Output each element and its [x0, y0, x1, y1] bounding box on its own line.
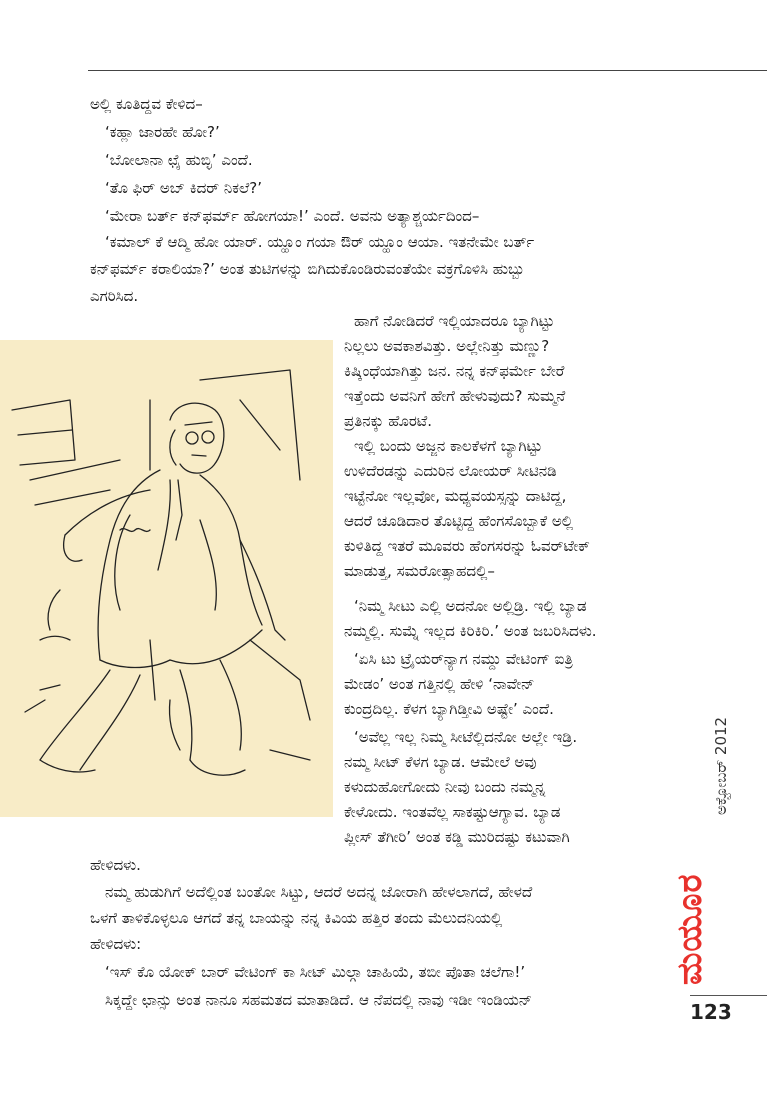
text-line: ಎಗರಿಸಿದ.: [90, 287, 139, 305]
text-line: ಸಿಕ್ಕದ್ದೇ ಛಾನ್ಸು ಅಂತ ನಾನೂ ಸಹಮತದ ಮಾತಾಡಿದೆ. ಆ ನೆಪದಲ್ಲಿ ನಾವು ಇಡೀ ಇಂಡಿಯನ್: [105, 991, 533, 1009]
footer-rule: [690, 995, 767, 996]
issue-date: ಅಕ್ಟೋಬರ್ 2012: [712, 716, 730, 815]
text-line: ಹಾಗೆ ನೋಡಿದರೆ ಇಲ್ಲಿಯಾದರೂ ಬ್ಯಾಗಿಟ್ಟು: [354, 312, 555, 330]
text-line: ‘ಏಸಿ ಟು ಟ್ರೈಯರ್‌ನ್ಯಾಗ ನಮ್ದು ವೇಟಿಂಗ್ ಐತ್ರಿ: [354, 650, 573, 668]
text-line: ನಮ್ಮ ಹುಡುಗಿಗೆ ಅದೆಲ್ಲಿಂತ ಬಂತೋ ಸಿಟ್ಟು, ಆದರೆ ಅದನ್ನ ಜೋರಾಗಿ ಹೇಳಲಾಗದೆ, ಹೇಳದೆ: [105, 883, 533, 901]
text-line: ಕುಂದ್ರದಿಲ್ಲ. ಕೆಳಗ ಬ್ಯಾಗಿಡ್ತೀವಿ ಅಷ್ಟೇ’ ಎಂದೆ.: [344, 700, 554, 718]
text-line: ಪ್ರತಿನಕ್ಕು ಹೊರಟೆ.: [344, 412, 432, 430]
text-line: ನಿಲ್ಲಲು ಅವಕಾಶವಿತ್ತು. ಅಲ್ಲೇನಿತ್ತು ಮಣ್ಣು?: [344, 337, 550, 355]
text-line: ಹೇಳಿದಳು.: [90, 856, 141, 874]
text-line: ಮೇಡಂ’ ಅಂತ ಗತ್ತಿನಲ್ಲಿ ಹೇಳಿ ‘ನಾವೇನ್: [344, 675, 535, 693]
text-line: ಇಟ್ಟೆನೋ ಇಲ್ಲವೋ, ಮಧ್ಯವಯಸ್ಸನ್ನು ದಾಟಿದ್ದ,: [344, 487, 567, 505]
text-line: ‘ಬೋಲಾನಾ ಛೈ ಹುಬ್ಳಿ’ ಎಂದೆ.: [105, 151, 253, 169]
text-line: ಮಾಡುತ್ತ, ಸಮರೋತ್ಸಾಹದಲ್ಲಿ–: [344, 562, 495, 580]
text-line: ‘ತೊ ಫಿರ್ ಅಬ್ ಕಿದರ್ ನಿಕಲೆ?’: [105, 179, 263, 197]
text-line: ಕುಳಿತಿದ್ದ ಇತರೆ ಮೂವರು ಹೆಂಗಸರನ್ನು ಓವರ್‌ಟೇಕ್: [344, 537, 590, 555]
page-number: 123: [690, 1000, 732, 1024]
text-line: ಆದರೆ ಚೂಡಿದಾರ ತೊಟ್ಟಿದ್ದ ಹೆಂಗಸೊಬ್ಬಾಕೆ ಅಲ್ಲಿ: [344, 512, 574, 530]
text-line: ಕಳುದುಹೋಗೋದು ನೀವು ಬಂದು ನಮ್ಮನ್ನ: [344, 778, 546, 796]
magazine-logo: ಮಯೂರ: [670, 873, 710, 985]
text-line: ಪ್ಲೀಸ್ ತೆಗೀರಿ’ ಅಂತ ಕಡ್ಡಿ ಮುರಿದಷ್ಟು ಕಟುವಾಗಿ: [344, 828, 570, 846]
text-line: ಇಲ್ಲಿ ಬಂದು ಅಜ್ಜನ ಕಾಲಕೆಳಗೆ ಬ್ಯಾಗಿಟ್ಟು: [354, 437, 543, 455]
text-line: ಅಲ್ಲಿ ಕೂತಿದ್ದವ ಕೇಳಿದ–: [90, 95, 203, 113]
top-rule: [88, 70, 767, 71]
text-line: ನಮ್ಮಲ್ಲಿ. ಸುಮ್ನೆ ಇಲ್ಲದ ಕಿರಿಕಿರಿ.’ ಅಂತ ಜಬರಿಸಿದಳು.: [344, 622, 597, 640]
text-line: ಕಿಷ್ಕಿಂಧೆಯಾಗಿತ್ತು ಜನ. ನನ್ನ ಕನ್‌ಫರ್ಮೇ ಬೇರೆ: [344, 362, 565, 380]
text-line: ‘ನಿಮ್ಮ ಸೀಟು ಎಲ್ಲಿ ಅದನೋ ಅಲ್ಲಿಡ್ರಿ. ಇಲ್ಲಿ ಬ್ಯಾಡ: [354, 597, 587, 615]
text-line: ಒಳಗೆ ತಾಳಿಕೊಳ್ಳಲೂ ಆಗದೆ ತನ್ನ ಬಾಯನ್ನು ನನ್ನ ಕಿವಿಯ ಹತ್ತಿರ ತಂದು ಮೆಲುದನಿಯಲ್ಲಿ: [90, 909, 503, 927]
text-line: ‘ಕಮಾಲ್ ಕೆ ಆದ್ಮಿ ಹೋ ಯಾರ್. ಯ್ಹೂಂ ಗಯಾ ಔರ್ ಯ್ಹೂಂ ಆಯಾ. ಇತನೇಮೇ ಬರ್ತ್: [105, 233, 535, 251]
text-line: ನಮ್ಮ ಸೀಟ್ ಕೆಳಗ ಬ್ಯಾಡ. ಆಮೇಲೆ ಅವು: [344, 753, 537, 771]
text-line: ಇತ್ತೆಂದು ಅವನಿಗೆ ಹೇಗೆ ಹೇಳುವುದು? ಸುಮ್ಮನೆ: [344, 387, 566, 405]
text-line: ‘ಇಸ್ ಕೊ ಯೋಕ್ ಬಾರ್ ವೇಟಿಂಗ್ ಕಾ ಸೀಟ್ ಮಿಲ್ಗಾ ಚಾಹಿಯೆ, ತಬೀ ಪೊತಾ ಚಲೆಗಾ!’: [105, 963, 526, 981]
text-line: ‘ಮೇರಾ ಬರ್ತ್ ಕನ್‌ಫರ್ಮ್ ಹೋಗಯಾ!’ ಎಂದೆ. ಅವನು ಅತ್ಯಾಶ್ಚರ್ಯದಿಂದ–: [105, 207, 480, 225]
text-line: ಕೇಳೋದು. ಇಂತವೆಲ್ಲ ಸಾಕಷ್ಟುಆಗ್ಯಾವ. ಬ್ಯಾಡ: [344, 803, 561, 821]
sketch-illustration: [0, 340, 333, 817]
text-line: ಕನ್‌ಫರ್ಮ್ ಕರಾಲಿಯಾ?’ ಅಂತ ತುಟಿಗಳನ್ನು ಬಿಗಿದುಕೊಂಡಿರುವಂತೆಯೇ ವಕ್ರಗೊಳಿಸಿ ಹುಬ್ಬು: [90, 260, 525, 278]
text-line: ‘ಅವೆಲ್ಲ ಇಲ್ಲ ನಿಮ್ಮ ಸೀಟೆಲ್ಲಿದನೋ ಅಲ್ಲೇ ಇಡ್ರಿ.: [354, 728, 578, 746]
sketch-drawing: [0, 340, 333, 817]
text-line: ಹೇಳಿದಳು:: [90, 935, 142, 953]
text-line: ‘ಕಹ್ಲಾ ಜಾರಹೇ ಹೋ?’: [105, 123, 220, 141]
text-line: ಉಳಿದೆರಡನ್ನು ಎದುರಿನ ಲೋಯರ್ ಸೀಟಿನಡಿ: [344, 462, 557, 480]
